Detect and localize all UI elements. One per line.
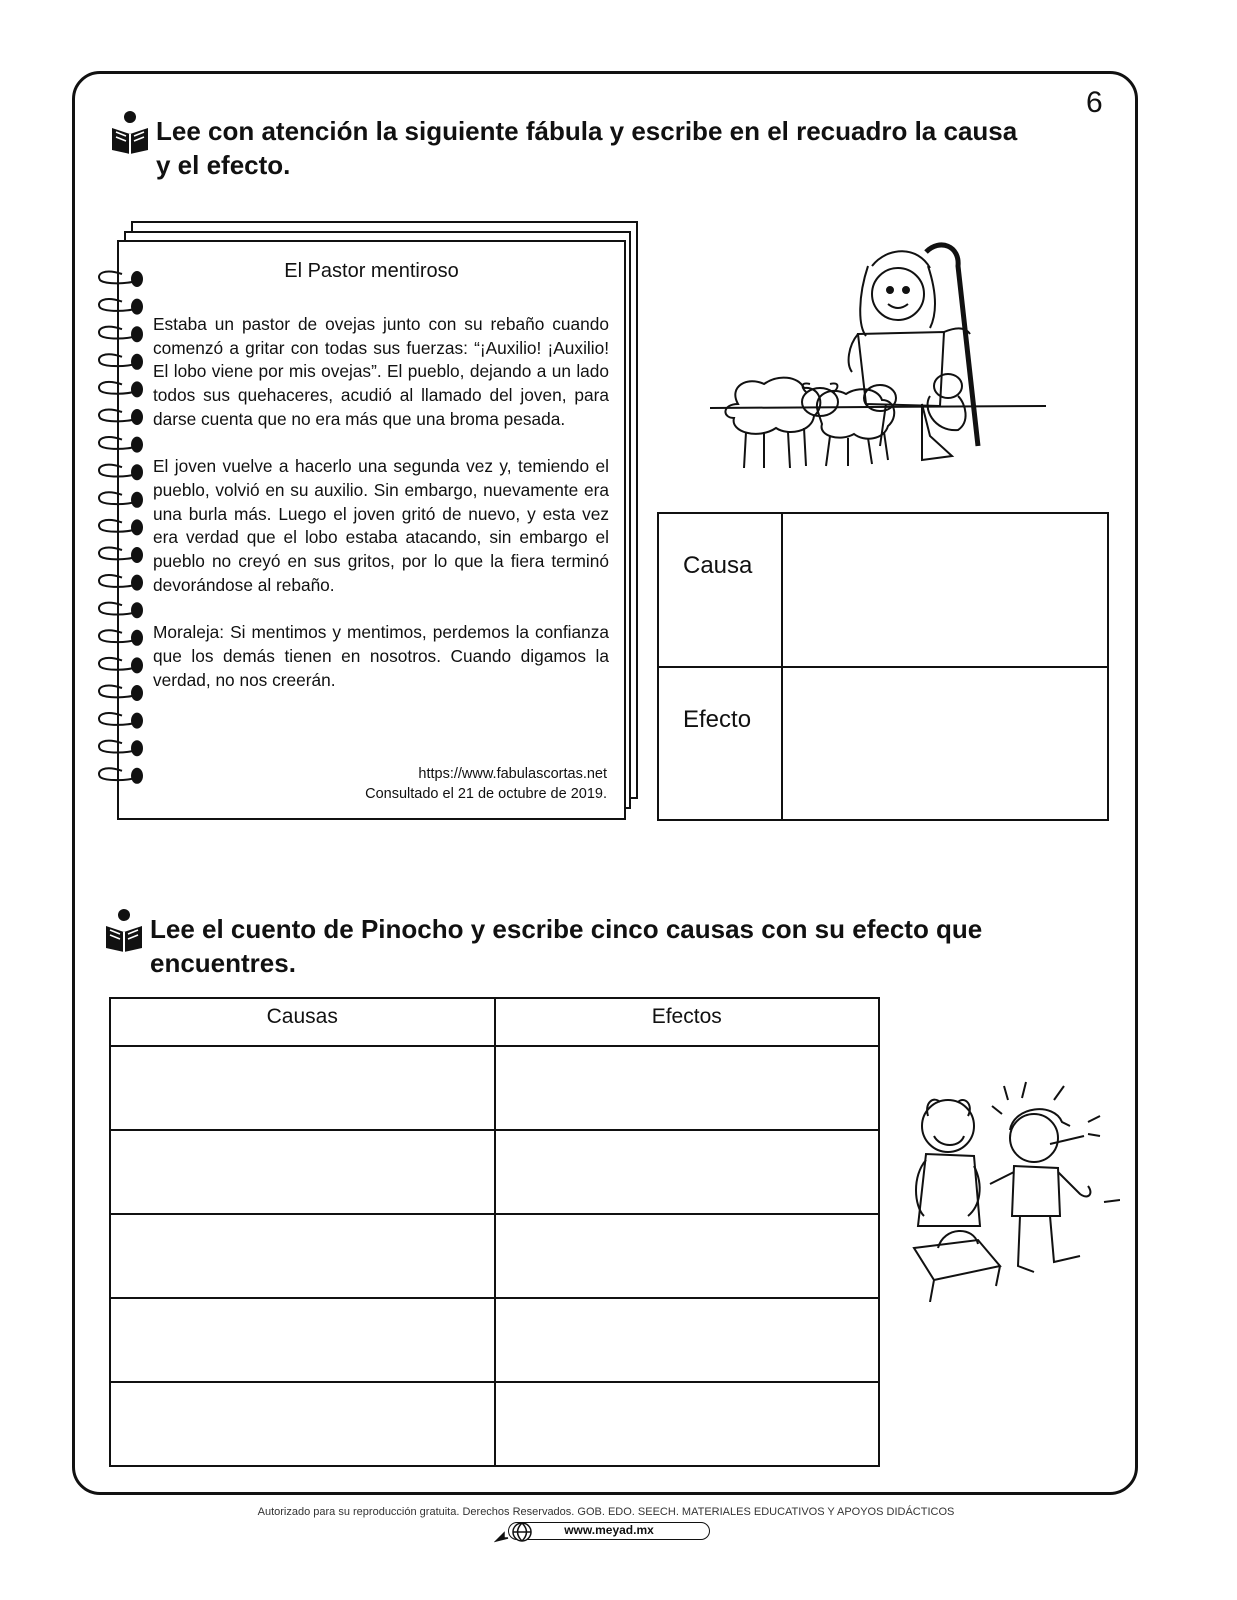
cause-label: Causa xyxy=(658,513,782,667)
effect-cell[interactable] xyxy=(495,1130,880,1214)
table-row xyxy=(110,1298,879,1382)
effect-cell[interactable] xyxy=(495,1298,880,1382)
table-row xyxy=(110,1046,879,1130)
effect-label: Efecto xyxy=(658,667,782,821)
reading-person-icon xyxy=(110,110,150,154)
instruction-fable xyxy=(156,114,1036,182)
pinocchio-geppetto-illustration xyxy=(904,1076,1120,1302)
instruction-pinocchio xyxy=(150,912,1070,980)
fable-notebook xyxy=(117,240,626,820)
cause-cell[interactable] xyxy=(110,1298,495,1382)
page-number: 6 xyxy=(1086,86,1103,119)
fable-text xyxy=(153,313,609,716)
spiral-binding-icon xyxy=(92,264,152,794)
effect-row xyxy=(658,667,1108,821)
table-header-row xyxy=(110,998,879,1046)
effect-cell[interactable] xyxy=(495,1214,880,1298)
footer-rights: Autorizado para su reproducción gratuita. Derechos Reservados. GOB. EDO. SEECH. MATERIALES EDUCATIVOS Y APOYOS DIDÁCTICOS xyxy=(257,1506,955,1518)
table-row xyxy=(110,1214,879,1298)
effect-answer-cell[interactable] xyxy=(782,667,1108,821)
causes-effects-table xyxy=(109,997,880,1467)
website-link[interactable]: www.meyad.mx xyxy=(508,1522,710,1540)
fable-source-date: Consultado el 21 de octubre de 2019. xyxy=(365,786,607,802)
table-row xyxy=(110,1130,879,1214)
causes-header: Causas xyxy=(110,998,495,1046)
fable-title: El Pastor mentiroso xyxy=(284,260,459,282)
shepherd-sheep-illustration xyxy=(708,236,1048,476)
cause-cell[interactable] xyxy=(110,1046,495,1130)
instruction-fable-text: Lee con atención la siguiente fábula y escribe en el recuadro la causa y el efecto. xyxy=(156,116,1018,180)
cause-answer-cell[interactable] xyxy=(782,513,1108,667)
reading-person-icon xyxy=(104,908,144,952)
fable-paragraph: El joven vuelve a hacerlo una segunda vez y, temiendo el pueblo, volvió en su auxilio. Sin embargo, nuevamente era una burla más. Luego el joven gritó de nuevo, y esta vez era verdad que el lobo estaba atacando, sin embargo el pueblo no creyó en sus gritos, por lo que la fiera terminó devorándose al rebaño. xyxy=(153,456,609,595)
table-row xyxy=(110,1382,879,1466)
globe-cursor-icon xyxy=(494,1521,534,1543)
fable-paragraph: Estaba un pastor de ovejas junto con su rebaño cuando comenzó a gritar con todas sus fuerzas: “¡Auxilio! ¡Auxilio! El lobo viene por mis ovejas”. El pueblo, dejando a un lado todos sus quehaceres, acudió al llamado del joven, para darse cuenta que no era más que una broma pesada. xyxy=(153,314,609,429)
fable-moral: Moraleja: Si mentimos y mentimos, perdemos la confianza que los demás tienen en nosotros. Cuando digamos la verdad, no nos creerán. xyxy=(153,622,609,690)
cause-effect-table xyxy=(657,512,1109,821)
fable-source-url: https://www.fabulascortas.net xyxy=(418,766,607,782)
effect-cell[interactable] xyxy=(495,1382,880,1466)
cause-cell[interactable] xyxy=(110,1130,495,1214)
cause-cell[interactable] xyxy=(110,1382,495,1466)
instruction-pinocchio-text: Lee el cuento de Pinocho y escribe cinco causas con su efecto que encuentres. xyxy=(150,914,983,978)
cause-row xyxy=(658,513,1108,667)
fable-source xyxy=(365,764,607,804)
effects-header: Efectos xyxy=(495,998,880,1046)
cause-cell[interactable] xyxy=(110,1214,495,1298)
effect-cell[interactable] xyxy=(495,1046,880,1130)
